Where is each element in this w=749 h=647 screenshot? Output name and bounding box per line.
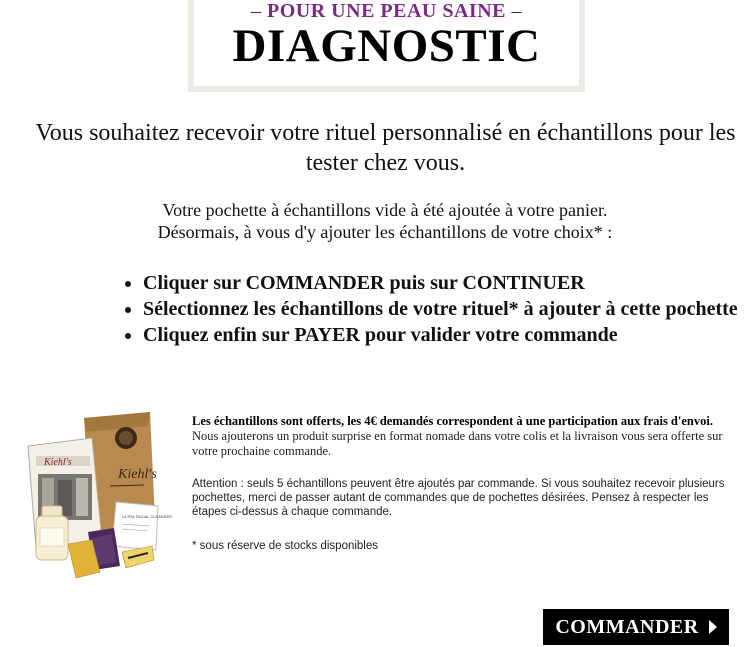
step-item: • Cliquez enfin sur PAYER pour valider votre commande: [143, 322, 749, 348]
footnote-text: * sous réserve de stocks disponibles: [192, 540, 379, 552]
offer-rest-text: Nous ajouterons un produit surprise en format nomade dans votre colis et la livraison vous sera offerte sur votre prochaine commande.: [192, 429, 723, 458]
step-item: • Cliquer sur COMMANDER puis sur CONTINUER: [143, 270, 749, 296]
kicker-dash-right: –: [511, 0, 522, 22]
intro-line-1: Votre pochette à échantillons vide à été ajoutée à votre panier.: [162, 200, 608, 220]
commander-button-label: COMMANDER: [555, 615, 699, 638]
lead-text: Vous souhaitez recevoir votre rituel personnalisé en échantillons pour les tester chez vous.: [35, 120, 736, 176]
product-image: [22, 410, 172, 590]
sample-kit-illustration: [22, 410, 172, 590]
offer-paragraph: [192, 414, 728, 459]
kicker-dash-left: –: [251, 0, 262, 22]
commander-button[interactable]: [543, 609, 729, 645]
offer-bold-text: Les échantillons sont offerts, les 4€ demandés correspondent à une participation aux frais d'envoi.: [192, 414, 713, 428]
play-arrow-icon: [709, 620, 717, 634]
steps-list: [117, 270, 749, 348]
attention-paragraph: Attention : seuls 5 échantillons peuvent être ajoutés par commande. Si vous souhaitez recevoir plusieurs pochettes, merci de passer autant de commandes que de pochettes désirées. Pensez à respecter les étapes ci-dessus à chaque commande.: [192, 478, 725, 518]
intro-text: [80, 199, 690, 243]
sachet-label-text: ULTRA FACIAL CLEANSER: [122, 514, 172, 519]
intro-line-2: Désormais, à vous d'y ajouter les échantillons de votre choix* :: [157, 222, 613, 242]
info-block: [192, 414, 728, 567]
kicker-text: POUR UNE PEAU SAINE: [267, 0, 506, 22]
header-box: [188, 0, 585, 92]
page-title: DIAGNOSTIC: [232, 20, 541, 72]
step-item: • Sélectionnez les échantillons de votre rituel* à ajouter à cette pochette: [143, 296, 749, 322]
booklet-brand-text: Kiehl's: [44, 457, 72, 468]
pouch-brand-text: Kiehl's: [118, 467, 157, 482]
